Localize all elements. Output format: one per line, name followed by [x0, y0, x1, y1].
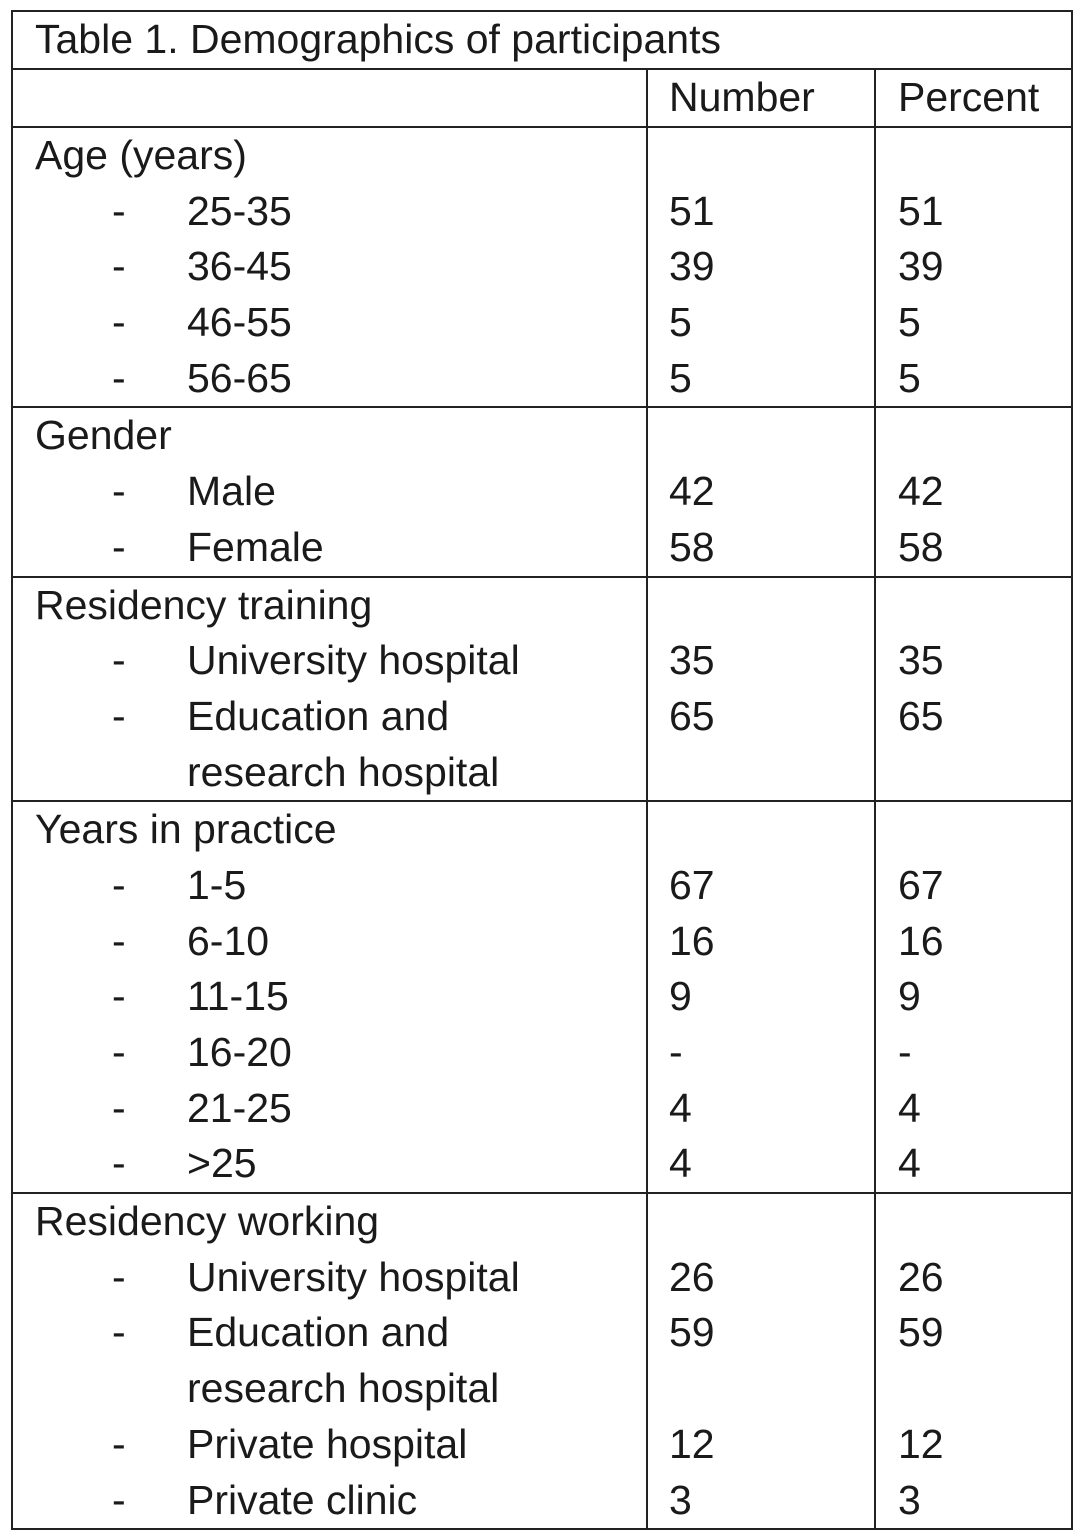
group-label-cell [12, 1193, 647, 1529]
group-percent-cell [875, 577, 1072, 802]
number-value: 67 [669, 861, 715, 908]
item-dash: - [112, 973, 126, 1020]
percent-value: 16 [898, 917, 944, 964]
group-label-cell [12, 577, 647, 802]
item-label: 56-65 [187, 354, 292, 401]
empty-cell [648, 1361, 874, 1417]
percent-value: 42 [898, 468, 944, 515]
item-label: 21-25 [187, 1084, 292, 1131]
item-dash: - [112, 1084, 126, 1131]
item-label: Male [187, 468, 276, 515]
row-item [13, 184, 646, 240]
item-label: 11-15 [187, 973, 289, 1020]
group-percent-cell [875, 407, 1072, 576]
row-item [13, 858, 646, 914]
group-percent-cell [875, 127, 1072, 407]
group-row [12, 801, 1072, 1193]
row-item-continued [13, 1361, 646, 1417]
item-label: Education and [187, 692, 450, 739]
item-label: 6-10 [187, 917, 270, 964]
percent-value: 4 [898, 1084, 921, 1131]
row-item [13, 295, 646, 351]
empty-cell [876, 802, 1071, 858]
number-value: 51 [669, 187, 715, 234]
group-number-cell [647, 127, 875, 407]
item-label: Education and [187, 1309, 450, 1356]
item-dash: - [112, 523, 126, 570]
demographics-table [11, 10, 1073, 1530]
empty-cell [876, 578, 1071, 634]
item-label: 25-35 [187, 187, 292, 234]
row-item [13, 969, 646, 1025]
header-row [12, 69, 1072, 127]
empty-cell [876, 745, 1071, 801]
empty-cell [648, 128, 874, 184]
row-item [13, 1025, 646, 1081]
percent-value: 5 [898, 299, 921, 346]
group-percent-cell [875, 801, 1072, 1193]
item-dash: - [112, 1420, 126, 1467]
percent-value: 65 [898, 692, 944, 739]
number-value: 3 [669, 1476, 692, 1523]
percent-value: 67 [898, 861, 944, 908]
group-row [12, 407, 1072, 576]
empty-cell [876, 408, 1071, 464]
item-dash: - [112, 468, 126, 515]
percent-value: 4 [898, 1140, 921, 1187]
number-value: 42 [669, 468, 715, 515]
row-item [13, 689, 646, 745]
group-title: Years in practice [35, 806, 337, 853]
empty-cell [648, 802, 874, 858]
number-value: 4 [669, 1140, 692, 1187]
item-dash: - [112, 637, 126, 684]
group-label-cell [12, 127, 647, 407]
group-number-cell [647, 801, 875, 1193]
row-item [13, 1417, 646, 1473]
percent-value: 58 [898, 523, 944, 570]
number-value: 9 [669, 973, 692, 1020]
item-label: 46-55 [187, 299, 292, 346]
row-item [13, 520, 646, 576]
table-caption: Table 1. Demographics of participants [12, 11, 1072, 69]
caption-row [12, 11, 1072, 69]
group-label-cell [12, 407, 647, 576]
item-dash: - [112, 243, 126, 290]
number-value: 5 [669, 299, 692, 346]
header-number: Number [647, 69, 875, 127]
item-label: 36-45 [187, 243, 292, 290]
number-value: 4 [669, 1084, 692, 1131]
item-label-continued: research hospital [187, 1365, 500, 1412]
item-dash: - [112, 1029, 126, 1075]
item-dash: - [112, 917, 126, 964]
row-item [13, 1081, 646, 1137]
group-title: Age (years) [35, 132, 247, 178]
row-item [13, 1473, 646, 1529]
group-row [12, 1193, 1072, 1529]
group-label-cell [12, 801, 647, 1193]
percent-value: 59 [898, 1309, 944, 1356]
group-title: Gender [35, 412, 172, 459]
item-label: 1-5 [187, 861, 247, 908]
group-number-cell [647, 577, 875, 802]
row-item [13, 914, 646, 970]
item-dash: - [112, 692, 126, 739]
header-percent: Percent [875, 69, 1072, 127]
item-label: Female [187, 523, 324, 570]
group-percent-cell [875, 1193, 1072, 1529]
header-label-cell [12, 69, 647, 127]
number-value: 16 [669, 917, 715, 964]
number-value: 5 [669, 354, 692, 401]
number-value: - [669, 1029, 683, 1075]
number-value: 26 [669, 1253, 715, 1300]
number-value: 58 [669, 523, 715, 570]
item-dash: - [112, 1140, 126, 1187]
number-value: 39 [669, 243, 715, 290]
number-value: 35 [669, 637, 715, 684]
row-item-continued [13, 745, 646, 801]
item-dash: - [112, 299, 126, 346]
row-item [13, 1136, 646, 1192]
empty-cell [648, 1194, 874, 1250]
percent-value: 5 [898, 354, 921, 401]
item-label: Private clinic [187, 1476, 418, 1523]
percent-value: 3 [898, 1476, 921, 1523]
item-label: >25 [187, 1140, 257, 1187]
percent-value: 26 [898, 1253, 944, 1300]
item-dash: - [112, 861, 126, 908]
row-item [13, 1305, 646, 1361]
empty-cell [876, 1361, 1071, 1417]
item-label: University hospital [187, 1253, 520, 1300]
item-dash: - [112, 1309, 126, 1356]
number-value: 59 [669, 1309, 715, 1356]
item-label-continued: research hospital [187, 748, 500, 795]
number-value: 65 [669, 692, 715, 739]
group-number-cell [647, 407, 875, 576]
percent-value: 39 [898, 243, 944, 290]
group-number-cell [647, 1193, 875, 1529]
number-value: 12 [669, 1420, 715, 1467]
row-item [13, 239, 646, 295]
item-label: Private hospital [187, 1420, 468, 1467]
item-dash: - [112, 1476, 126, 1523]
percent-value: 35 [898, 637, 944, 684]
empty-cell [876, 1194, 1071, 1250]
group-title: Residency training [35, 581, 373, 628]
row-item [13, 464, 646, 520]
percent-value: 12 [898, 1420, 944, 1467]
item-dash: - [112, 354, 126, 401]
empty-cell [648, 578, 874, 634]
percent-value: - [898, 1029, 912, 1075]
percent-value: 51 [898, 187, 944, 234]
group-row [12, 577, 1072, 802]
empty-cell [876, 128, 1071, 184]
group-row [12, 127, 1072, 407]
row-item [13, 1250, 646, 1306]
empty-cell [648, 408, 874, 464]
row-item [13, 351, 646, 407]
percent-value: 9 [898, 973, 921, 1020]
empty-cell [648, 745, 874, 801]
group-title: Residency working [35, 1198, 380, 1245]
item-dash: - [112, 1253, 126, 1300]
row-item [13, 633, 646, 689]
item-dash: - [112, 187, 126, 234]
item-label: 16-20 [187, 1029, 292, 1075]
item-label: University hospital [187, 637, 520, 684]
